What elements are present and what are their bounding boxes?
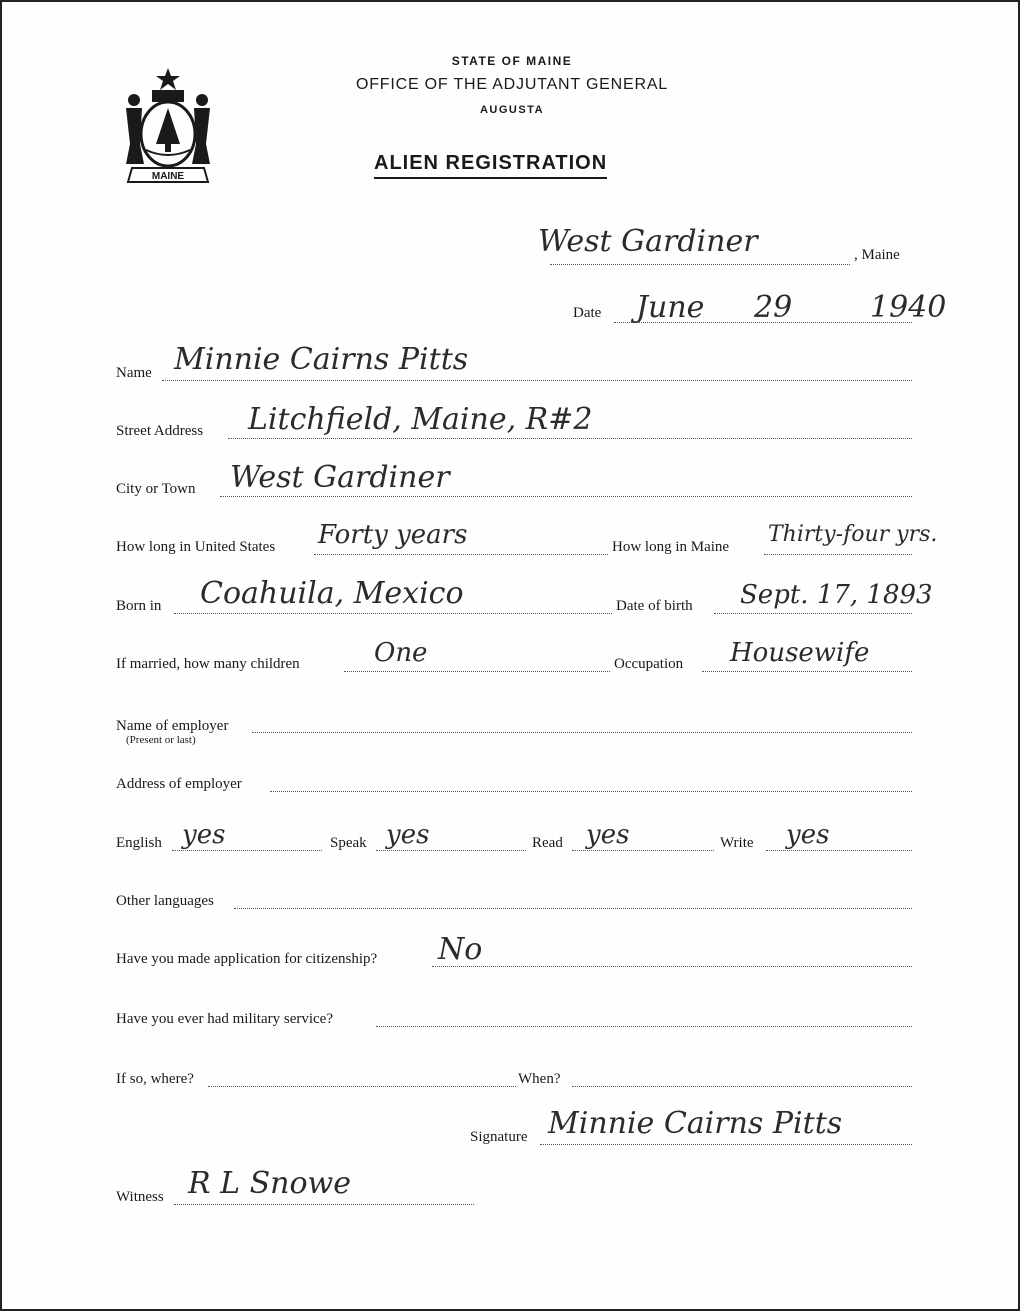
city-value[interactable]: West Gardiner xyxy=(230,460,450,495)
speak-line xyxy=(376,850,526,851)
children-label: If married, how many children xyxy=(116,656,300,672)
employer-name-label: Name of employer xyxy=(116,718,229,734)
occupation-line xyxy=(702,671,912,672)
occupation-value[interactable]: Housewife xyxy=(730,638,870,668)
name-line xyxy=(162,380,912,381)
signature-label: Signature xyxy=(470,1129,528,1145)
citizenship-label: Have you made application for citizenship? xyxy=(116,951,378,967)
name-label: Name xyxy=(116,365,152,381)
dob-label: Date of birth xyxy=(616,598,693,614)
state-heading: STATE OF MAINE xyxy=(451,54,573,68)
speak-value[interactable]: yes xyxy=(386,820,430,850)
read-value[interactable]: yes xyxy=(586,820,630,850)
read-line xyxy=(572,850,714,851)
city-label: City or Town xyxy=(116,481,196,497)
how-long-maine-line xyxy=(764,554,912,555)
employer-address-line[interactable] xyxy=(270,791,912,792)
how-long-us-line xyxy=(314,554,608,555)
born-in-line xyxy=(174,613,612,614)
how-long-us-value[interactable]: Forty years xyxy=(318,520,468,550)
office-heading: OFFICE OF THE ADJUTANT GENERAL xyxy=(355,76,669,93)
date-year-value[interactable]: 1940 xyxy=(870,290,947,325)
where-label: If so, where? xyxy=(116,1071,194,1087)
city-heading: AUGUSTA xyxy=(479,104,545,116)
how-long-maine-label: How long in Maine xyxy=(612,539,730,555)
born-in-value[interactable]: Coahuila, Mexico xyxy=(200,576,464,611)
how-long-us-label: How long in United States xyxy=(116,539,276,555)
street-line xyxy=(228,438,912,439)
town-line xyxy=(550,264,850,265)
write-label: Write xyxy=(720,835,754,851)
when-line[interactable] xyxy=(572,1086,912,1087)
military-label: Have you ever had military service? xyxy=(116,1011,333,1027)
write-value[interactable]: yes xyxy=(786,820,830,850)
write-line xyxy=(766,850,912,851)
signature-line xyxy=(540,1144,912,1145)
where-line[interactable] xyxy=(208,1086,516,1087)
english-label: English xyxy=(116,835,162,851)
children-line xyxy=(344,671,610,672)
other-languages-line[interactable] xyxy=(234,908,912,909)
other-languages-label: Other languages xyxy=(116,893,214,909)
form-title: ALIEN REGISTRATION xyxy=(374,152,607,179)
date-month-value[interactable]: June xyxy=(636,290,705,325)
street-value[interactable]: Litchfield, Maine, R#2 xyxy=(248,402,593,437)
date-label: Date xyxy=(573,305,602,321)
employer-name-sublabel: (Present or last) xyxy=(126,734,196,746)
military-line[interactable] xyxy=(376,1026,912,1027)
dob-line xyxy=(714,613,912,614)
occupation-label: Occupation xyxy=(614,656,684,672)
born-in-label: Born in xyxy=(116,598,162,614)
children-value[interactable]: One xyxy=(374,638,428,668)
when-label: When? xyxy=(518,1071,561,1087)
citizenship-line xyxy=(432,966,912,967)
dob-value[interactable]: Sept. 17, 1893 xyxy=(740,580,933,610)
witness-line xyxy=(174,1204,474,1205)
english-value[interactable]: yes xyxy=(182,820,226,850)
employer-name-line[interactable] xyxy=(252,732,912,733)
date-day-value[interactable]: 29 xyxy=(754,290,793,325)
english-line xyxy=(172,850,322,851)
witness-value[interactable]: R L Snowe xyxy=(188,1166,351,1201)
speak-label: Speak xyxy=(330,835,367,851)
witness-label: Witness xyxy=(116,1189,164,1205)
town-value[interactable]: West Gardiner xyxy=(538,224,758,259)
city-line xyxy=(220,496,912,497)
employer-address-label: Address of employer xyxy=(116,776,242,792)
how-long-maine-value[interactable]: Thirty-four yrs. xyxy=(768,522,938,547)
street-label: Street Address xyxy=(116,423,204,439)
signature-value[interactable]: Minnie Cairns Pitts xyxy=(548,1106,843,1141)
maine-label: , Maine xyxy=(854,247,900,263)
read-label: Read xyxy=(532,835,563,851)
seal-motto: MAINE xyxy=(151,171,185,182)
citizenship-value[interactable]: No xyxy=(438,932,483,967)
name-value[interactable]: Minnie Cairns Pitts xyxy=(174,342,469,377)
